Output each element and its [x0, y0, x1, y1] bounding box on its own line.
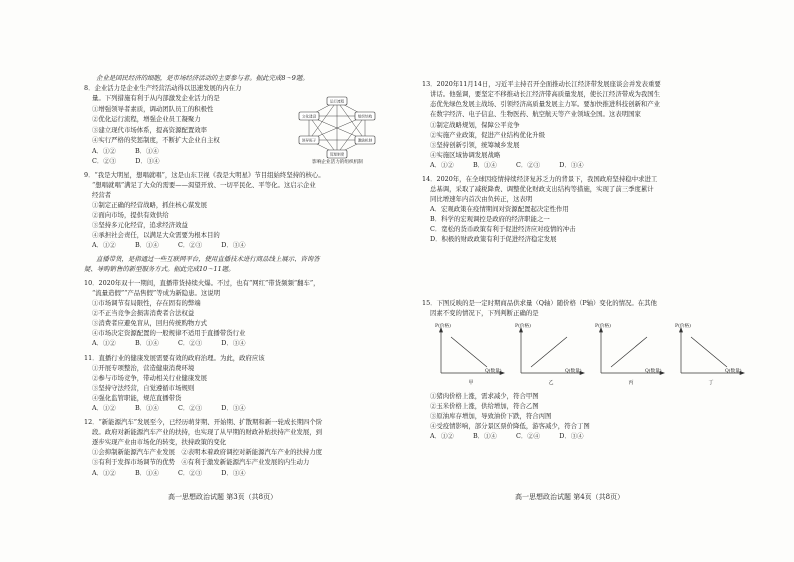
axis-label-y: P(价格) [435, 324, 451, 329]
option-item: ④受疫情影响，部分景区票价降低，游客减少，符合丁图 [430, 422, 590, 430]
graph-jia [435, 325, 507, 385]
question-13-stem-cont: 在数字经济、电子信息、生物医药、航空航天等产业领域全国。这表明国家 [430, 110, 641, 118]
question-14-stem: 14．2020年，在全球因疫情持续经济复苏乏力的背景下，我国政府坚持稳中求进工 [422, 175, 658, 183]
diagram-node: 管理制度 [329, 152, 345, 157]
question-8-stem: 8．企业活力是企业生产经营活动得以迅速发展的内在力 [84, 84, 242, 92]
option-item: ③建立现代市场体系，提高资源配置效率 [92, 126, 208, 134]
graph-bing [595, 325, 667, 385]
question-11-stem: 11．直播行业的健康发展需要有效的政府治理。为此，政府应该 [84, 354, 265, 362]
option-item: ①会抑制新能源汽车产业发展 ②表明本着政府调控对新能源汽车产业的扶持力度 [92, 448, 323, 456]
answer-choices: A．①② B．①④ C．②③ D．③④ [430, 161, 584, 169]
answer-choices: A．①② B．①④ C．②③ D．③④ [92, 339, 246, 347]
trend-line [611, 337, 647, 367]
question-13-stem-cont: 讲话。他强调，要坚定不移推动长江经济带高质量发展，使长江经济带成为我国生 [430, 90, 661, 98]
question-9-stem-cont: “想唱就唱”满足了大众的需要——渴望开放、一切平民化、平等化。这启示企业 [92, 181, 316, 189]
trend-line [691, 337, 727, 367]
option-item: ②面向市场，提供有效供给 [92, 211, 169, 219]
question-14-stem-cont: 总基调，采取了减税降费、调整优化财政支出结构等措施，实现了前三季度累计 [430, 185, 654, 193]
graph-caption: 丁 [708, 380, 714, 386]
question-13-stem-cont: 态优先绿色发展主战场、引领经济高质量发展主力军。要加快推进科技创新和产业 [430, 100, 661, 108]
answer-choices: A．①② B．①④ C．②③ D．③④ [92, 241, 246, 249]
axis-label-x: Q(数量) [485, 369, 502, 374]
option-item: ③坚持多元化经营，追求经济效益 [92, 221, 188, 229]
option-item: ②不正当竞争会损害消费者合法权益 [92, 309, 195, 317]
question-9-stem-cont: 经营者 [92, 191, 112, 199]
graph-caption: 乙 [548, 380, 554, 386]
answer-choices: C．②③ D．③④ [92, 157, 160, 165]
option-item: C．宽松的货币政策有利于促进经济应对疫情的冲击 [430, 225, 576, 233]
option-item: A．宏观政策在疫情期间对资源配置起决定性作用 [430, 205, 569, 213]
option-item: ④实施区域协调发展战略 [430, 151, 501, 159]
diagram-node: 运行流程 [329, 99, 345, 104]
option-item: B．科学的宏观调控是政府的经济职能之一 [430, 215, 550, 223]
answer-choices: A．①② B．①④ [92, 147, 159, 155]
axis-label-y: P(价格) [675, 324, 691, 329]
axis-label-y: P(价格) [515, 324, 531, 329]
option-item: ②玉米价格上涨，供给增加，符合乙图 [430, 402, 539, 410]
answer-choices: A．①② B．①④ C．②③ D．③④ [92, 469, 246, 477]
diagram-node: 文化建设 [301, 114, 317, 119]
option-item: ③有利于发挥市场调节的优势 ④有利于激发新能源汽车产业发展的内生动力 [92, 458, 310, 466]
option-item: ①制定战略规划，保障公平竞争 [430, 121, 520, 129]
option-item: ①制定正确的经营战略，抓住核心谋发展 [92, 201, 208, 209]
option-item: ④强化监管职能，规范直播带货 [92, 394, 182, 402]
question-12-stem-cont: 段。政府对新能源汽车产业的扶持，也实现了从早期的财政补贴扶持产业发展，到 [92, 428, 323, 436]
diagram-node: 组织结构 [357, 114, 373, 119]
option-item: ④承担社会责任，以满足大众需要为根本目的 [92, 231, 220, 239]
trend-line [451, 337, 487, 367]
question-9-stem: 9．“我是大明星，想唱就唱”，这是山东卫视《我是大明星》节目组始终坚持的核心。 [84, 171, 325, 179]
question-15-stem: 15．下图反映的是一定时期商品供求量（Q轴）随价格（P轴）变化的情况。在其他 [422, 299, 657, 307]
passage-intro-cont: 疑、导购销售的新型服务方式。据此完成10～11题。 [84, 265, 235, 273]
axis-label-x: Q(数量) [725, 369, 742, 374]
question-10-stem: 10．2020年双十一期间，直播带货持续火爆。不过，也有“网红”带货频频“翻车”， [84, 279, 320, 287]
option-item: D．积极的财政政策有利于促进经济稳定发展 [430, 235, 557, 243]
graph-ding [675, 325, 747, 385]
option-item: ②实施产业政策，促进产业结构优化升级 [430, 131, 546, 139]
page-footer: 高一思想政治试题 第4页（共8页） [515, 493, 625, 501]
question-13-stem: 13．2020年11月14日，习近平主持召开全面推动长江经济带发展座谈会并发表重要 [422, 80, 661, 88]
option-item: ③坚持守法经营，自觉遵循市场规则 [92, 384, 195, 392]
diagram-node: 激励机制 [357, 138, 373, 143]
diagram-caption: 影响企业活力的组织机制 [312, 160, 363, 165]
passage-intro: 企业是国民经济的细胞，是市场经济活动的主要参与者。据此完成8～9题。 [96, 74, 309, 82]
answer-choices: A．①② B．①④ C．②④ D．③④ [430, 432, 584, 440]
option-item: ①猪肉价格上涨，需求减少，符合甲图 [430, 392, 539, 400]
diagram-node: 领导班子 [301, 138, 317, 143]
question-14-stem-cont: 同比增速年内首次由负转正，这表明 [430, 195, 533, 203]
option-item: ③原油库存增加，导致油价下跌，符合丙图 [430, 412, 552, 420]
page-footer: 高一思想政治试题 第3页（共8页） [168, 493, 278, 501]
question-10-stem-cont: “流量造假”“产品售假”等成为新隐患。这说明 [92, 289, 221, 297]
question-8-stem-cont: 量。下列措施有利于从内部激发企业活力的是 [92, 94, 220, 102]
option-item: ①开展专项整治，营造健康消费环境 [92, 364, 195, 372]
axis-label-x: Q(数量) [645, 369, 662, 374]
question-15-stem-cont: 因素不变的情况下，下列判断正确的是 [430, 309, 539, 317]
graph-caption: 丙 [628, 380, 634, 386]
option-item: ②优化运行流程，增强企业员工凝聚力 [92, 115, 201, 123]
question-12-stem: 12．“新能源汽车”发展至今，已经历萌芽期、开始期、扩散期和新一轮成长期四个阶 [84, 418, 323, 426]
enterprise-vitality-diagram [290, 92, 385, 172]
option-item: ③坚持创新引领，统筹城乡发展 [430, 141, 520, 149]
question-12-stem-cont: 逐步实现产业由市场化的转变，扶持政策的变化 [92, 438, 227, 446]
option-item: ②参与市场竞争，带动相关行业健康发展 [92, 374, 208, 382]
option-item: ①市场调节有局限性，存在固有的弊端 [92, 299, 201, 307]
answer-choices: A．①② B．①④ C．②③ D．③④ [92, 404, 246, 412]
axis-label-y: P(价格) [595, 324, 611, 329]
option-item: ④市场决定资源配置的一般规律不适用于直播带货行业 [92, 329, 246, 337]
trend-line [531, 337, 567, 367]
graph-yi [515, 325, 587, 385]
passage-intro: 直播带货，是指通过一些互联网平台，使用直播技术进行商品线上展示、咨询答 [96, 255, 320, 263]
option-item: ③消费者应避免盲从，回归传统购物方式 [92, 319, 208, 327]
diagram-graphic [290, 92, 385, 162]
option-item: ①增强领导者素质，调动团队员工的积极性 [92, 105, 214, 113]
option-item: ④实行严格的奖惩制度，不断扩大企业自主权 [92, 136, 220, 144]
axis-label-x: Q(数量) [565, 369, 582, 374]
graph-caption: 甲 [468, 380, 474, 386]
